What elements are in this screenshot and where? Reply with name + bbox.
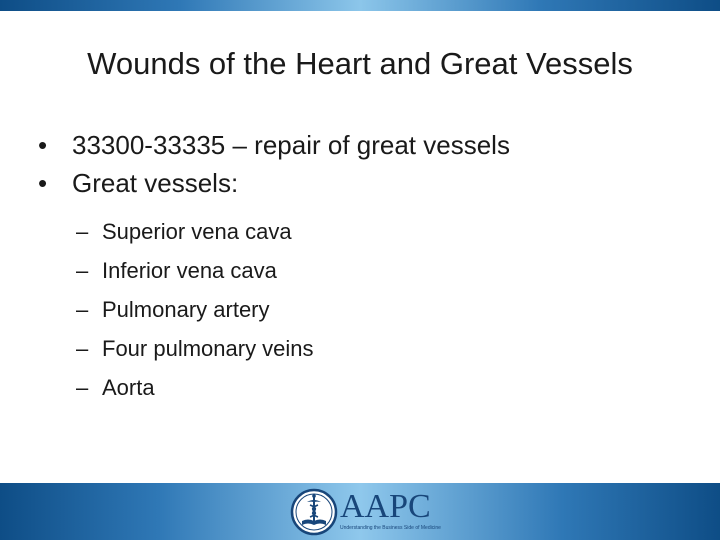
top-accent-bar	[0, 0, 720, 11]
bullet-text: Great vessels:	[72, 168, 239, 198]
caduceus-book-icon	[290, 487, 338, 537]
sub-bullet-marker: –	[76, 297, 89, 322]
sub-bullet-list	[76, 215, 314, 410]
sub-bullet-text: Superior vena cava	[102, 219, 292, 244]
sub-bullet-item	[76, 254, 314, 293]
sub-bullet-item	[76, 371, 314, 410]
sub-bullet-item	[76, 293, 314, 332]
sub-bullet-text: Pulmonary artery	[102, 297, 270, 322]
logo-wordmark: AAPC	[340, 488, 431, 525]
sub-bullet-item	[76, 332, 314, 371]
logo-tagline: Understanding the Business Side of Medicine	[340, 525, 441, 531]
slide-title: Wounds of the Heart and Great Vessels	[87, 46, 633, 81]
bullet-marker: •	[38, 130, 48, 160]
bullet-marker: •	[38, 168, 48, 198]
sub-bullet-marker: –	[76, 219, 89, 244]
bullet-text: 33300-33335 – repair of great vessels	[72, 130, 510, 160]
sub-bullet-marker: –	[76, 375, 89, 400]
aapc-logo	[290, 487, 440, 537]
sub-bullet-item	[76, 215, 314, 254]
sub-bullet-marker: –	[76, 258, 89, 283]
bullet-item	[38, 127, 510, 165]
bullet-item	[38, 165, 510, 203]
sub-bullet-text: Four pulmonary veins	[102, 336, 314, 361]
sub-bullet-text: Aorta	[102, 375, 155, 400]
bullet-list	[38, 127, 510, 203]
sub-bullet-text: Inferior vena cava	[102, 258, 277, 283]
sub-bullet-marker: –	[76, 336, 89, 361]
